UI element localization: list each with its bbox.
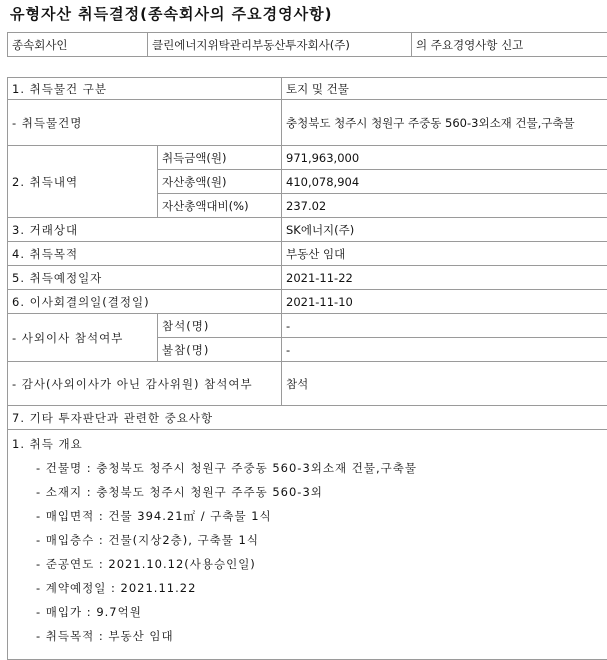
page-title: 유형자산 취득결정(종속회사의 주요경영사항) <box>10 3 332 24</box>
header-table <box>7 32 607 57</box>
ratio-label: 자산총액대비(%) <box>158 194 282 218</box>
asset-name-value: 충청북도 청주시 청원구 주중동 560-3외소재 건물,구축물 <box>282 100 607 146</box>
detail-item: - 매입면적 : 건물 394.21㎡ / 구축물 1식 <box>12 504 603 528</box>
detail-item: - 계약예정일 : 2021.11.22 <box>12 576 603 600</box>
other-matters-label: 7. 기타 투자판단과 관련한 중요사항 <box>8 406 607 430</box>
purpose-value: 부동산 임대 <box>282 242 607 266</box>
detail-item: - 준공연도 : 2021.10.12(사용승인일) <box>12 552 603 576</box>
amount-value: 971,963,000 <box>282 146 607 170</box>
attend-value: - <box>282 314 607 338</box>
asset-name-label: - 취득물건명 <box>8 100 282 146</box>
absent-label: 불참(명) <box>158 338 282 362</box>
planned-date-label: 5. 취득예정일자 <box>8 266 282 290</box>
absent-value: - <box>282 338 607 362</box>
ratio-value: 237.02 <box>282 194 607 218</box>
audit-label: - 감사(사외이사가 아닌 감사위원) 참석여부 <box>8 362 282 406</box>
asset-type-value: 토지 및 건물 <box>282 78 607 100</box>
total-assets-value: 410,078,904 <box>282 170 607 194</box>
counterparty-label: 3. 거래상대 <box>8 218 282 242</box>
other-matters-details <box>8 430 607 660</box>
subsidiary-name: 클린에너지위탁관리부동산투자회사(주) <box>148 33 412 57</box>
detail-item: - 건물명 : 충청북도 청주시 청원구 주중동 560-3외소재 건물,구축물 <box>12 456 603 480</box>
disclosure-table <box>7 77 607 660</box>
board-date-value: 2021-11-10 <box>282 290 607 314</box>
report-suffix: 의 주요경영사항 신고 <box>412 33 607 57</box>
amount-label: 취득금액(원) <box>158 146 282 170</box>
detail-item: - 취득목적 : 부동산 임대 <box>12 624 603 648</box>
purpose-label: 4. 취득목적 <box>8 242 282 266</box>
audit-value: 참석 <box>282 362 607 406</box>
detail-item: - 매입층수 : 건물(지상2층), 구축물 1식 <box>12 528 603 552</box>
acquisition-label: 2. 취득내역 <box>8 146 158 218</box>
detail-item: - 매입가 : 9.7억원 <box>12 600 603 624</box>
attend-label: 참석(명) <box>158 314 282 338</box>
subsidiary-label: 종속회사인 <box>8 33 148 57</box>
planned-date-value: 2021-11-22 <box>282 266 607 290</box>
counterparty-value: SK에너지(주) <box>282 218 607 242</box>
detail-item: - 소재지 : 충청북도 청주시 청원구 주주동 560-3외 <box>12 480 603 504</box>
outside-director-label: - 사외이사 참석여부 <box>8 314 158 362</box>
asset-type-label: 1. 취득물건 구분 <box>8 78 282 100</box>
details-heading: 1. 취득 개요 <box>12 432 603 456</box>
board-date-label: 6. 이사회결의일(결정일) <box>8 290 282 314</box>
total-assets-label: 자산총액(원) <box>158 170 282 194</box>
